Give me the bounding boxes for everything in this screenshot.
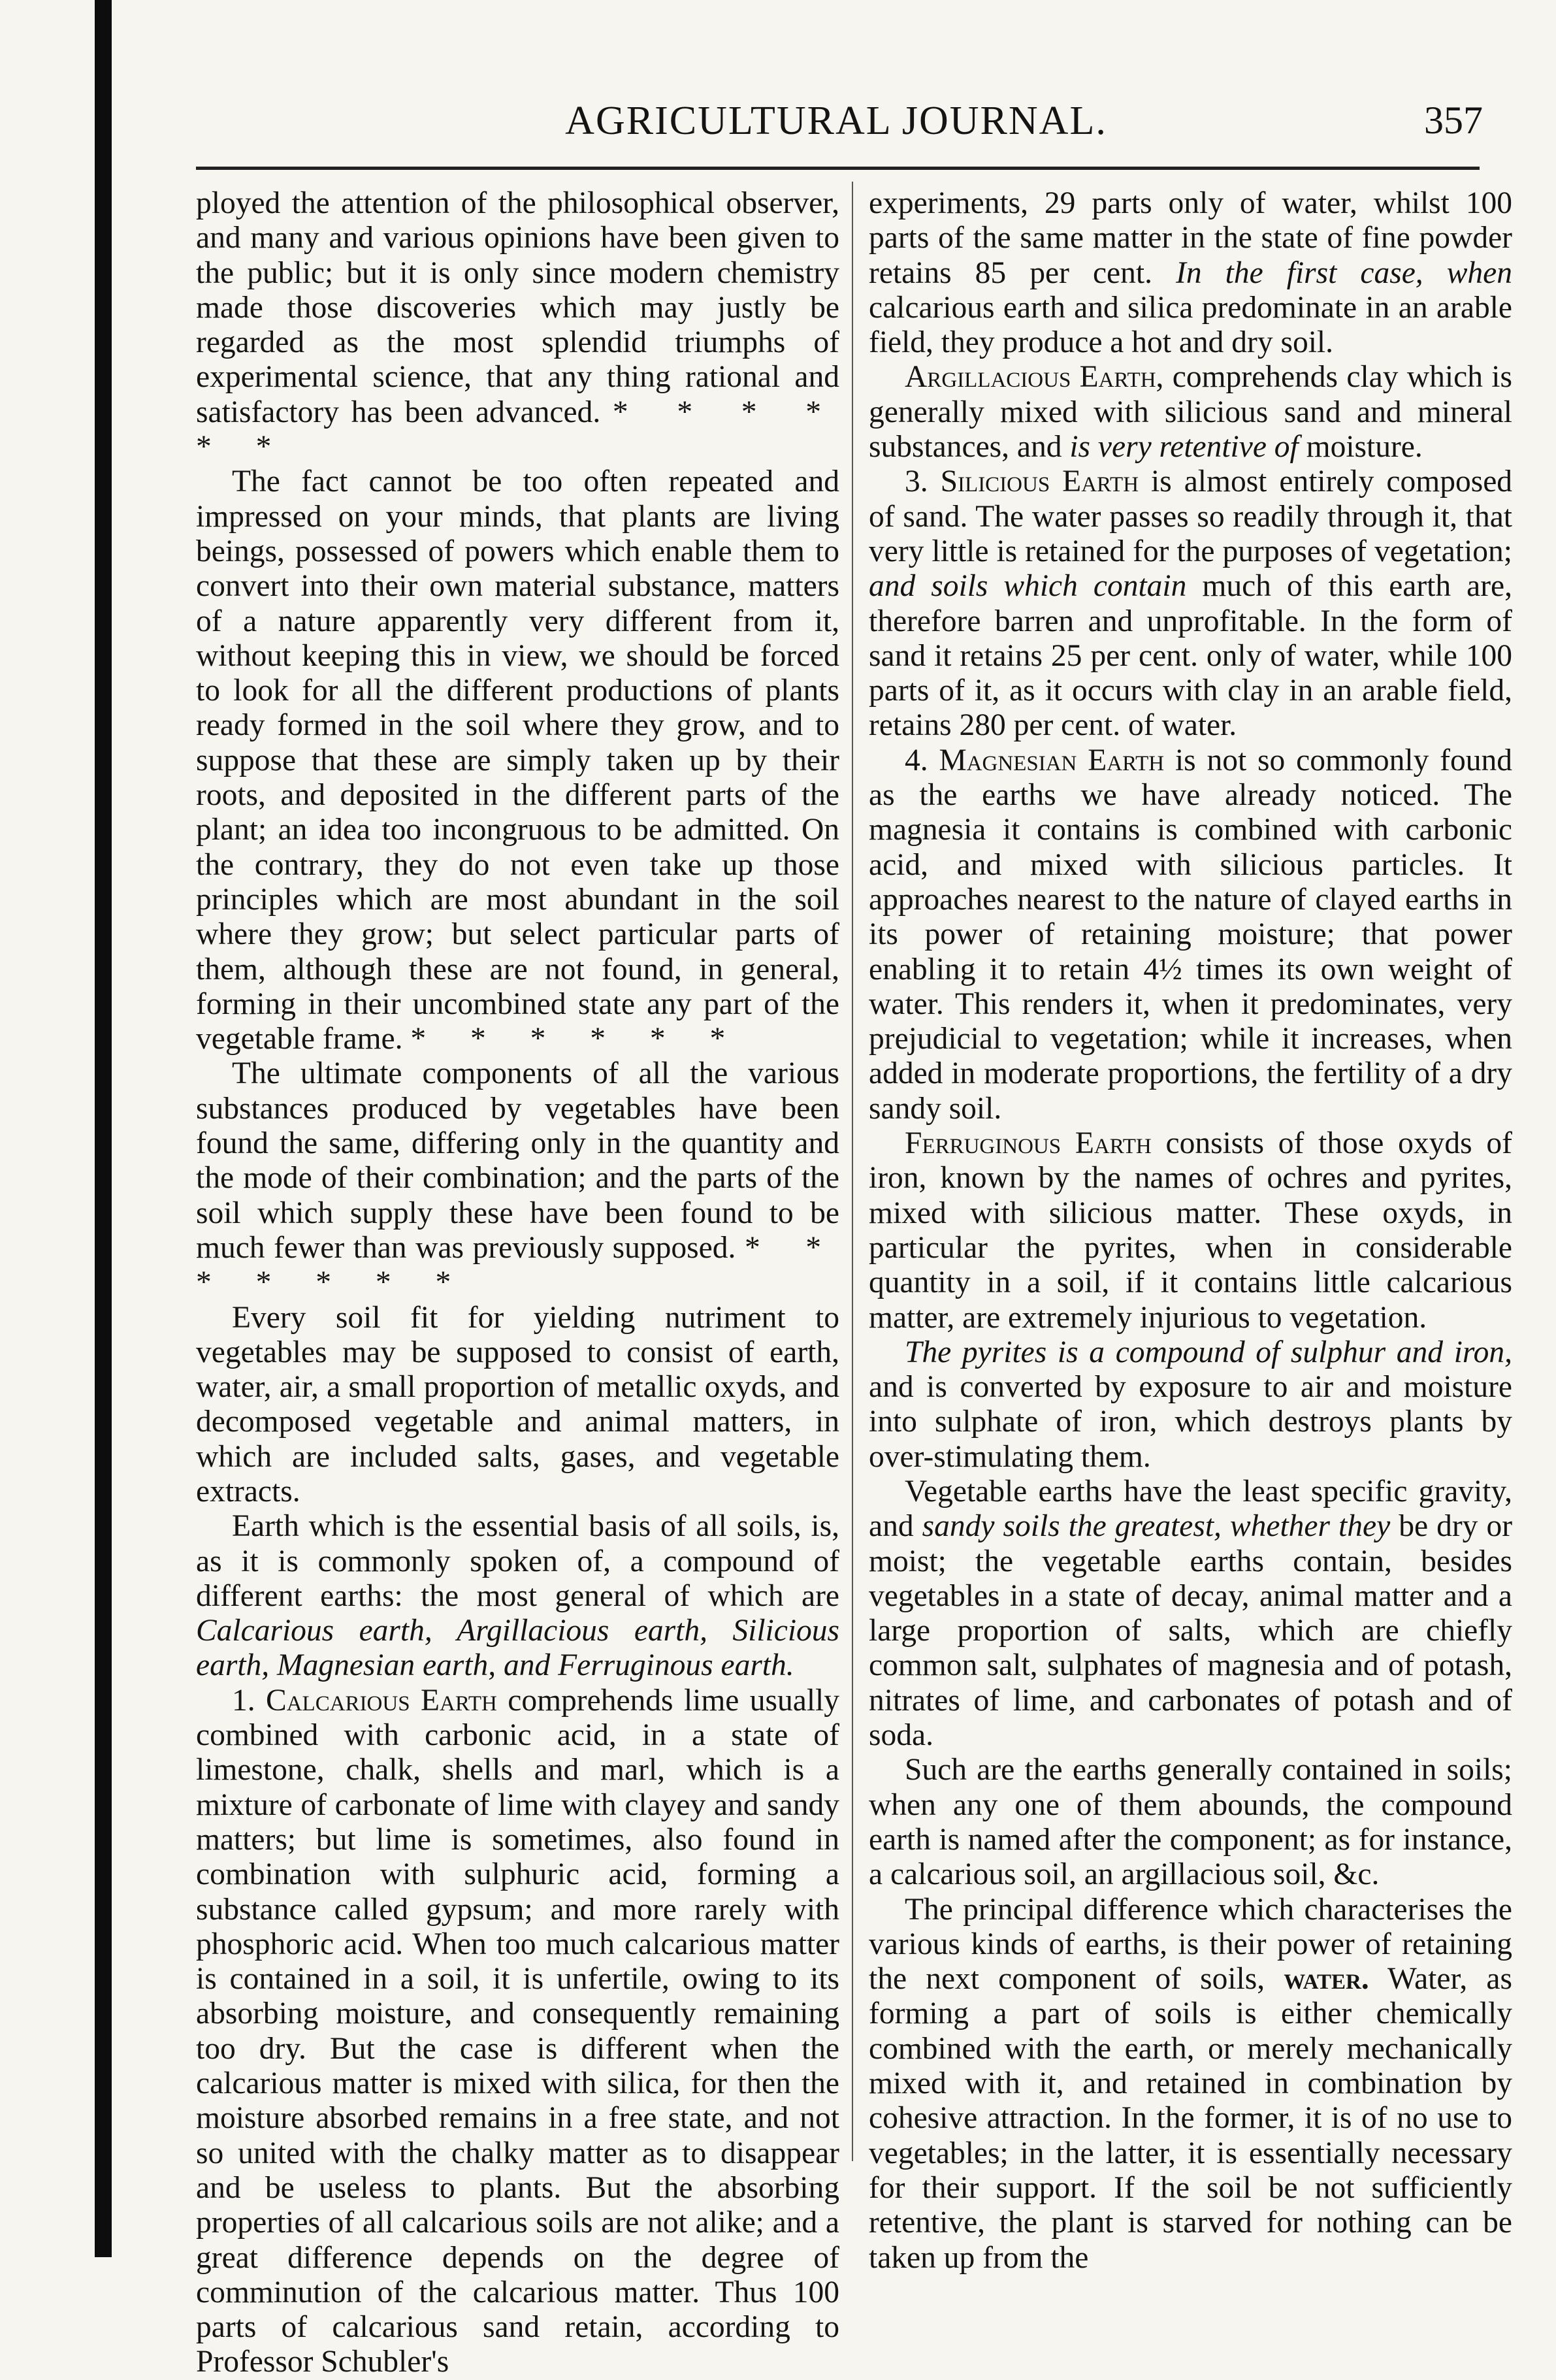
column-divider	[852, 182, 853, 2161]
paragraph: The pyrites is a compound of sulphur and iron, and is converted by exposure to air and moisture into sulphate of iron, which destroys plants by over-stimulating them.	[869, 1335, 1512, 1474]
emphasized-word: water.	[1284, 1962, 1369, 1997]
page-header	[189, 98, 1483, 157]
right-column	[869, 186, 1513, 2275]
left-column	[196, 186, 840, 2379]
paragraph: Vegetable earths have the least specific gravity, and sandy soils the greatest, whether they be dry or moist; the vegetable earths contain, besides vegetables in a state of decay, animal matter and a large proportion of salts, which are chiefly common salt, sulphates of magnesia and of potash, nitrates of lime, and carbonates of potash and of soda.	[869, 1474, 1513, 1753]
paragraph: Ferruginous Earth consists of those oxyds of iron, known by the names of ochres and pyrites, mixed with silicious matter. These oxyds, in particular the pyrites, when in considerable quantity in a soil, if it contains little calcarious matter, are extremely injurious to vegetation.	[869, 1126, 1513, 1335]
paragraph: experiments, 29 parts only of water, whilst 100 parts of the same matter in the state of fine powder retains 85 per cent. In the first case, when calcarious earth and silica predominate in an arable field, they produce a hot and dry soil.	[869, 186, 1512, 360]
running-title: AGRICULTURAL JOURNAL.	[565, 99, 1107, 143]
section-heading: Calcarious Earth	[266, 1683, 497, 1718]
paragraph: 1. Calcarious Earth comprehends lime usually combined with carbonic acid, in a state of limestone, chalk, shells and marl, which is a mixture of carbonate of lime with clayey and sandy matters; but lime is sometimes, also found in combination with sulphuric acid, forming a substance called gypsum; and more rarely with phosphoric acid. When too much calcarious matter is contained in a soil, it is unfertile, owing to its absorbing moisture, and consequently remaining too dry. But the case is different when the calcarious matter is mixed with silica, for then the moisture absorbed remains in a free state, and not so united with the chalky matter as to disappear and be useless to plants. But the absorbing properties of all calcarious soils are not alike; and a great difference depends on the degree of comminution of the calcarious matter. Thus 100 parts of calcarious sand retain, according to Professor Schubler's	[196, 1683, 839, 2379]
page-number: 357	[1424, 99, 1483, 142]
section-heading: Argillacious Earth,	[905, 360, 1164, 395]
paragraph: ployed the attention of the philosophical observer, and many and various opinions have been given to the public; but it is only since modern chemistry made those discoveries which may justly be regarded as the most splendid triumphs of experimental science, that any thing rational and satisfactory has been advanced. * * * * * *	[196, 186, 840, 465]
paragraph: Such are the earths generally contained in soils; when any one of them abounds, the compound earth is named after the component; as for instance, a calcarious soil, an argillacious soil, &c.	[869, 1753, 1512, 1892]
paragraph: 4. Magnesian Earth is not so commonly found as the earths we have already noticed. The magnesia it contains is combined with carbonic acid, and mixed with silicious particles. It approaches nearest to the nature of clayed earths in its power of retaining moisture; that power enabling it to retain 4½ times its own weight of water. This renders it, when it predominates, very prejudicial to vegetation; while it increases, when added in moderate proportions, the fertility of a dry sandy soil.	[869, 743, 1513, 1126]
paragraph: 3. Silicious Earth is almost entirely composed of sand. The water passes so readily through it, that very little is retained for the purposes of vegetation; and soils which contain much of this earth are, therefore barren and unprofitable. In the form of sand it retains 25 per cent. only of water, while 100 parts of it, as it occurs with clay in an arable field, retains 280 per cent. of water.	[869, 465, 1513, 743]
paragraph: The principal difference which characterises the various kinds of earths, is their power of retaining the next component of soils, water. Water, as forming a part of soils is either chemically combined with the earth, or merely mechanically mixed with it, and retained in combination by cohesive attraction. In the former, it is of no use to vegetables; in the latter, it is essentially necessary for their support. If the soil be not sufficiently retentive, the plant is starved for nothing can be taken up from the	[869, 1892, 1512, 2275]
paragraph: The fact cannot be too often repeated and impressed on your minds, that plants are living beings, possessed of powers which enable them to convert into their own material substance, matters of a nature apparently very different from it, without keeping this in view, we should be forced to look for all the different productions of plants ready formed in the soil where they grow, and to suppose that these are simply taken up by their roots, and deposited in the different parts of the plant; an idea too incongruous to be admitted. On the contrary, they do not even take up those principles which are most abundant in the soil where they grow; but select particular parts of them, although these are not found, in general, forming in their uncombined state any part of the vegetable frame. * * * * * *	[196, 465, 839, 1056]
ellipsis-stars: * * * * * * *	[196, 1230, 840, 1300]
section-heading: Ferruginous Earth	[905, 1126, 1152, 1161]
binding-edge	[95, 0, 112, 2257]
ellipsis-stars: * * * * * *	[196, 395, 840, 465]
header-rule	[196, 167, 1480, 170]
ellipsis-stars: * * * * * *	[410, 1022, 744, 1056]
section-heading: Silicious Earth	[940, 465, 1139, 499]
paragraph: The ultimate components of all the various substances produced by vegetables have been found the same, differing only in the quantity and the mode of their combination; and the parts of the soil which supply these have been found to be much fewer than was previously supposed. * * * * * * *	[196, 1056, 840, 1300]
paragraph: Earth which is the essential basis of all soils, is, as it is commonly spoken of, a compound of different earths: the most general of which are Calcarious earth, Argillacious earth, Silicious earth, Magnesian earth, and Ferruginous earth.	[196, 1509, 839, 1683]
paragraph: Every soil fit for yielding nutriment to vegetables may be supposed to consist of earth, water, air, a small proportion of metallic oxyds, and decomposed vegetable and animal matters, in which are included salts, gases, and vegetable extracts.	[196, 1300, 839, 1508]
paragraph: Argillacious Earth, comprehends clay which is generally mixed with silicious sand and mineral substances, and is very retentive of moisture.	[869, 360, 1512, 465]
section-heading: Magnesian Earth	[939, 743, 1165, 777]
